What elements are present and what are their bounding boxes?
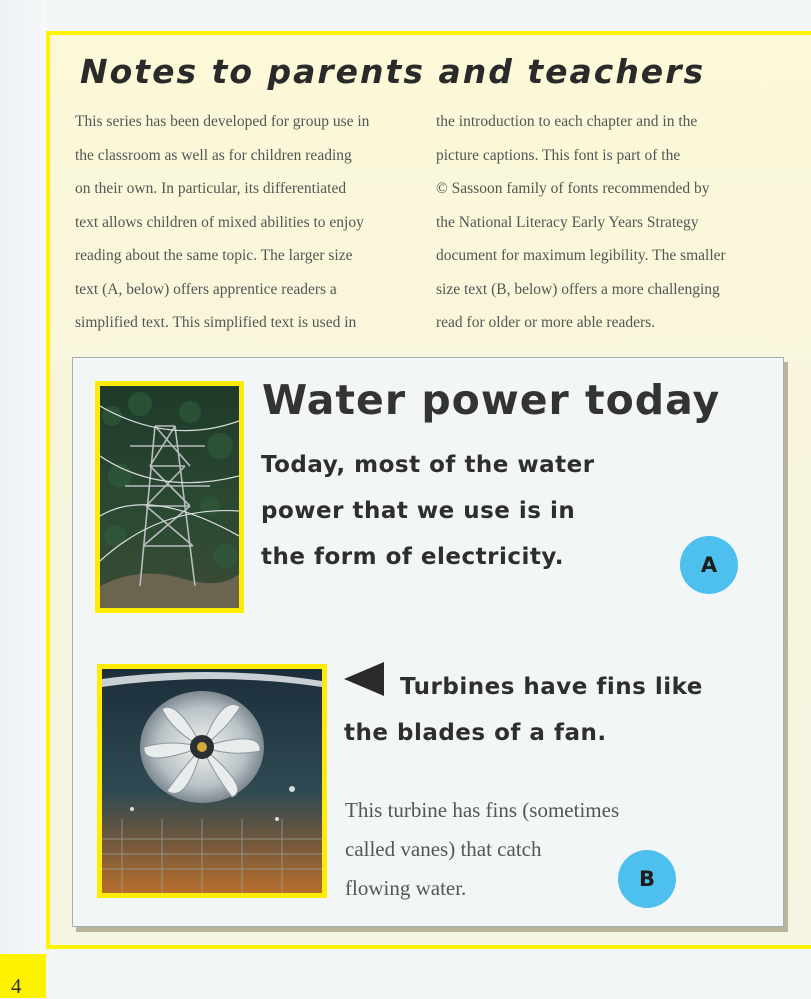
electricity-pylon-photo — [95, 381, 244, 613]
intro-line: the classroom as well as for children reading — [75, 146, 352, 164]
page-number-tab — [0, 954, 46, 998]
level-b-line: flowing water. — [345, 876, 467, 900]
intro-line: read for older or more able readers. — [436, 314, 656, 331]
intro-line: simplified text. This simplified text is used in — [75, 314, 357, 331]
turbine-caption — [344, 662, 764, 756]
level-a-text — [261, 442, 641, 580]
badge-a: A — [680, 536, 738, 594]
level-a-line: Today, most of the water — [261, 452, 595, 478]
badge-b: B — [618, 850, 676, 908]
intro-line: the National Literacy Early Years Strategy — [436, 213, 699, 231]
level-a-line: power that we use is in — [261, 498, 576, 524]
page-number: 4 — [11, 974, 22, 998]
turbine-image-icon — [102, 669, 322, 893]
intro-line: the introduction to each chapter and in the — [436, 113, 698, 130]
left-pointer-icon — [344, 662, 384, 696]
turbine-caption-line — [344, 662, 764, 710]
level-b-line: called vanes) that catch — [345, 837, 542, 861]
intro-left-column — [75, 105, 425, 340]
intro-line: text (A, below) offers apprentice readers a — [75, 280, 337, 298]
page-heading: Notes to parents and teachers — [80, 52, 706, 91]
level-a-line: the form of electricity. — [261, 544, 564, 570]
intro-line: reading about the same topic. The larger size — [75, 247, 353, 264]
section-title: Water power today — [262, 376, 721, 424]
pylon-image-icon — [100, 386, 239, 608]
intro-line: on their own. In particular, its differentiated — [75, 180, 347, 197]
turbine-photo — [97, 664, 327, 898]
intro-line: picture captions. This font is part of the — [436, 146, 681, 164]
intro-line: © Sassoon family of fonts recommended by — [436, 180, 710, 197]
intro-right-column — [436, 105, 781, 340]
intro-line: size text (B, below) offers a more challenging — [436, 280, 720, 298]
turbine-caption-text: Turbines have fins like — [400, 674, 703, 700]
level-b-line: This turbine has fins (sometimes — [345, 798, 620, 822]
intro-line: document for maximum legibility. The smaller — [436, 247, 726, 264]
intro-line: This series has been developed for group use in — [75, 113, 370, 130]
intro-line: text allows children of mixed abilities to enjoy — [75, 213, 364, 231]
turbine-caption-line: the blades of a fan. — [344, 720, 607, 746]
page-gutter — [0, 0, 46, 954]
